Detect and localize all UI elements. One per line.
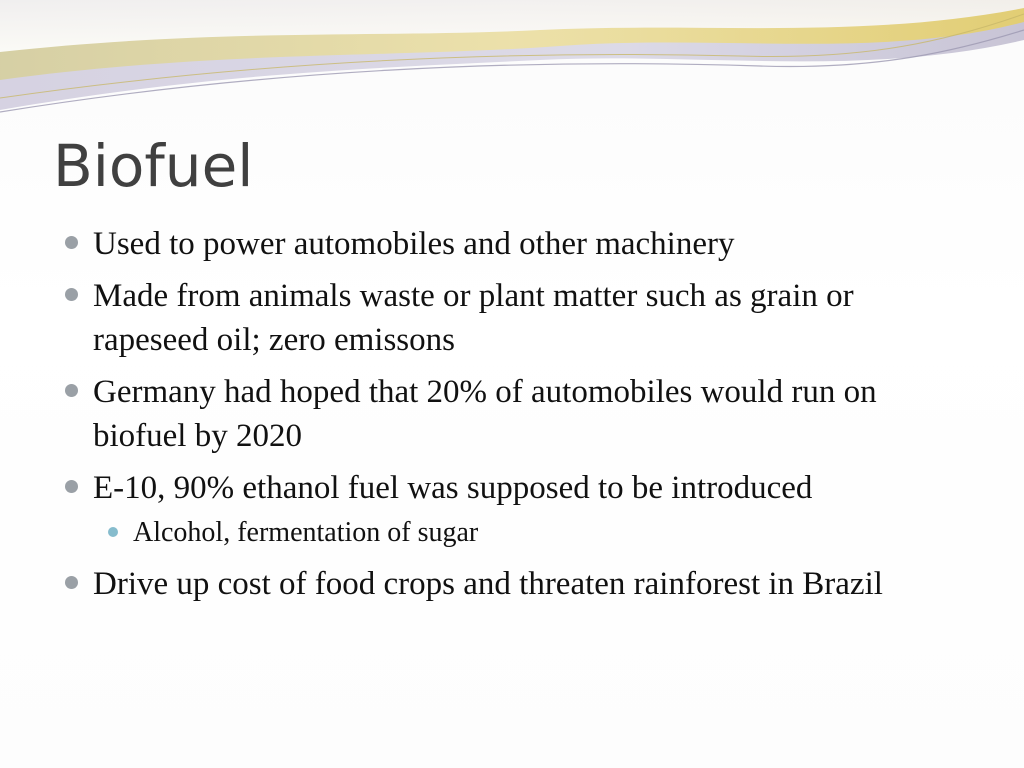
slide-title: Biofuel — [53, 132, 254, 200]
bullet-text: Drive up cost of food crops and threaten rainforest in Brazil — [93, 566, 883, 602]
bullet-item — [0, 466, 1024, 510]
sub-bullet-dot-icon — [108, 527, 118, 537]
bullet-text: Germany had hoped that 20% of automobiles would run on biofuel by 2020 — [93, 374, 877, 454]
bullet-list — [0, 222, 1024, 614]
bullet-text: E-10, 90% ethanol fuel was supposed to be introduced — [93, 470, 813, 506]
bullet-dot-icon — [65, 384, 78, 397]
bullet-item — [0, 222, 1024, 266]
bullet-dot-icon — [65, 480, 78, 493]
bullet-dot-icon — [65, 236, 78, 249]
bullet-text: Used to power automobiles and other machinery — [93, 226, 735, 262]
sub-bullet-text: Alcohol, fermentation of sugar — [133, 517, 479, 548]
bullet-item — [0, 562, 1024, 606]
bullet-dot-icon — [65, 576, 78, 589]
sub-bullet-item — [0, 512, 1024, 554]
bullet-dot-icon — [65, 288, 78, 301]
bullet-item — [0, 370, 1024, 458]
decorative-wave-banner — [0, 0, 1024, 140]
bullet-item — [0, 274, 1024, 362]
bullet-text: Made from animals waste or plant matter such as grain or rapeseed oil; zero emissons — [93, 278, 854, 358]
